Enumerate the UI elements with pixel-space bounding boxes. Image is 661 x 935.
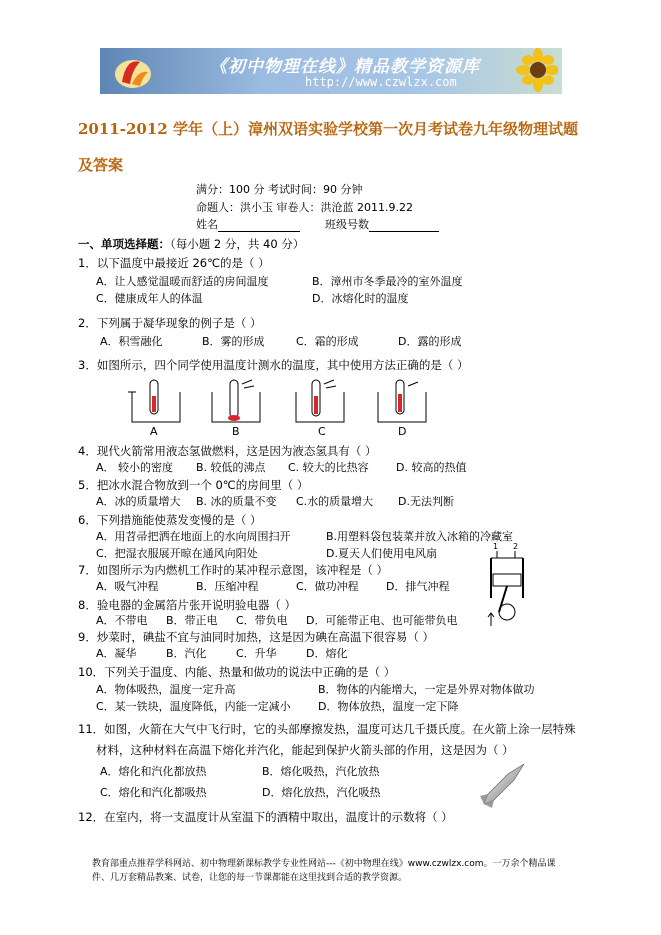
question-6-option-a[interactable]: A．用苕帚把洒在地面上的水向周围扫开: [96, 530, 291, 543]
section-heading-label: 一、单项选择题：: [78, 237, 170, 251]
question-1-option-a[interactable]: A．让人感觉温暖而舒适的房间温度: [96, 275, 269, 288]
section-heading-note: （每小题 2 分，共 40 分）: [170, 237, 305, 251]
exam-authors: 命题人：洪小玉 审卷人：洪沧蓝 2011.9.22: [196, 201, 413, 214]
beaker-d-icon: [378, 380, 426, 422]
banner-url[interactable]: http://www.czwlzx.com: [305, 75, 457, 89]
question-1-stem: 1．以下温度中最接近 26℃的是（ ）: [78, 256, 270, 270]
question-7-stem: 7．如图所示为内燃机工作时的某冲程示意图，该冲程是（ ）: [78, 563, 388, 577]
question-5-stem: 5．把冰水混合物放到一个 0℃的房间里（ ）: [78, 478, 309, 492]
question-8-option-d[interactable]: D．可能带正电、也可能带负电: [306, 614, 458, 627]
question-3-option-c[interactable]: C: [318, 425, 326, 438]
name-label: 姓名: [196, 218, 218, 231]
header-banner: [100, 48, 562, 94]
engine-label-1: 1: [493, 542, 499, 551]
footer-line-1: 教育部重点推荐学科网站、初中物理新课标教学专业性网站---《初中物理在线》www.czwlzx.com。一万余个精品课: [92, 859, 556, 869]
question-8-option-c[interactable]: C．带负电: [236, 614, 288, 627]
question-1-option-c[interactable]: C．健康成年人的体温: [96, 292, 203, 305]
question-6-option-d[interactable]: D.夏天人们使用电风扇: [326, 547, 437, 560]
beaker-b-icon: [212, 380, 260, 422]
question-12-stem: 12．在室内，将一支温度计从室温下的酒精中取出，温度计的示数将（ ）: [78, 810, 453, 824]
question-4-option-a[interactable]: A． 较小的密度: [96, 461, 174, 474]
question-5-option-a[interactable]: A．冰的质量增大: [96, 495, 181, 508]
name-class-line: [196, 218, 439, 232]
question-11-stem: 11．如图，火箭在大气中飞行时，它的头部摩擦发热，温度可达几千摄氏度。在火箭上涂一层特殊: [78, 722, 576, 736]
question-11-option-c[interactable]: C．熔化和汽化都吸热: [100, 786, 207, 799]
question-10-option-a[interactable]: A．物体吸热，温度一定升高: [96, 683, 236, 696]
question-6-stem: 6．下列措施能使蒸发变慢的是（ ）: [78, 513, 262, 527]
question-9-option-b[interactable]: B．汽化: [166, 647, 207, 660]
question-11-option-b[interactable]: B．熔化吸热，汽化放热: [262, 765, 380, 778]
question-11-option-a[interactable]: A．熔化和汽化都放热: [100, 765, 207, 778]
question-2-stem: 2．下列属于凝华现象的例子是（ ）: [78, 316, 262, 330]
question-9-option-a[interactable]: A．凝华: [96, 647, 137, 660]
footer-line-2: 件、几万套精品教案、试卷，让您的每一节课都能在这里找到合适的教学资源。: [92, 873, 408, 883]
question-5-option-c[interactable]: C.水的质量增大: [296, 495, 374, 508]
question-1-option-b[interactable]: B．漳州市冬季最冷的室外温度: [312, 275, 463, 288]
beaker-c-icon: [296, 380, 344, 422]
question-8-option-a[interactable]: A．不带电: [96, 614, 148, 627]
site-logo-icon: [110, 48, 156, 94]
rocket-icon: [478, 760, 528, 810]
section-heading: [78, 237, 304, 251]
engine-label-2: 2: [513, 542, 519, 551]
exam-score-time: 满分：100 分 考试时间：90 分钟: [196, 183, 363, 196]
class-blank[interactable]: [369, 219, 439, 232]
question-3-stem: 3．如图所示，四个同学使用温度计测水的温度，其中使用方法正确的是（ ）: [78, 358, 469, 372]
question-9-option-c[interactable]: C．升华: [236, 647, 277, 660]
question-7-option-b[interactable]: B．压缩冲程: [196, 580, 259, 593]
question-2-option-b[interactable]: B．雾的形成: [202, 335, 265, 348]
question-9-option-d[interactable]: D．熔化: [306, 647, 348, 660]
beaker-a-icon: [128, 380, 180, 422]
document-title-cont: 及答案: [78, 156, 124, 174]
banner-title: 《初中物理在线》精品教学资源库: [210, 57, 480, 77]
engine-cylinder-figure: [485, 540, 531, 630]
question-8-option-b[interactable]: B．带正电: [166, 614, 218, 627]
question-3-option-b[interactable]: B: [232, 425, 240, 438]
question-1-option-d[interactable]: D．冰熔化时的温度: [312, 292, 409, 305]
class-label: 班级号数: [325, 218, 369, 231]
question-10-option-b[interactable]: B．物体的内能增大，一定是外界对物体做功: [318, 683, 535, 696]
name-blank[interactable]: [218, 219, 300, 232]
question-5-option-b[interactable]: B. 冰的质量不变: [196, 495, 277, 508]
question-11-stem-cont: 材料，这种材料在高温下熔化并汽化，能起到保护火箭头部的作用，这是因为（ ）: [96, 743, 514, 757]
question-10-stem: 10．下列关于温度、内能、热量和做功的说法中正确的是（ ）: [78, 665, 396, 679]
question-2-option-c[interactable]: C．霜的形成: [296, 335, 359, 348]
question-4-option-b[interactable]: B. 较低的沸点: [196, 461, 266, 474]
question-3-option-d[interactable]: D: [398, 425, 407, 438]
document-title: 2011-2012 学年（上）漳州双语实验学校第一次月考试卷九年级物理试题: [78, 120, 578, 138]
question-6-option-b[interactable]: B.用塑料袋包装菜并放入冰箱的冷藏室: [326, 530, 514, 543]
question-5-option-d[interactable]: D.无法判断: [398, 495, 454, 508]
question-9-stem: 9．炒菜时，碘盐不宜与油同时加热，这是因为碘在高温下很容易（ ）: [78, 630, 434, 644]
question-8-stem: 8．验电器的金属箔片张开说明验电器（ ）: [78, 598, 296, 612]
question-7-option-c[interactable]: C．做功冲程: [296, 580, 359, 593]
question-11-option-d[interactable]: D．熔化放热，汽化吸热: [262, 786, 381, 799]
question-6-option-c[interactable]: C．把湿衣服展开晾在通风向阳处: [96, 547, 258, 560]
question-2-option-a[interactable]: A．积雪融化: [100, 335, 163, 348]
question-4-option-d[interactable]: D. 较高的热值: [396, 461, 467, 474]
sunflower-icon: [514, 48, 558, 94]
question-4-stem: 4．现代火箭常用液态氢做燃料，这是因为液态氢具有（ ）: [78, 444, 377, 458]
question-2-option-d[interactable]: D．露的形成: [398, 335, 462, 348]
question-10-option-d[interactable]: D．物体放热，温度一定下降: [318, 700, 459, 713]
question-3-option-a[interactable]: A: [150, 425, 158, 438]
question-7-option-a[interactable]: A．吸气冲程: [96, 580, 159, 593]
question-7-option-d[interactable]: D．排气冲程: [386, 580, 450, 593]
question-4-option-c[interactable]: C. 较大的比热容: [288, 461, 369, 474]
question-10-option-c[interactable]: C．某一铁块，温度降低，内能一定减小: [96, 700, 291, 713]
